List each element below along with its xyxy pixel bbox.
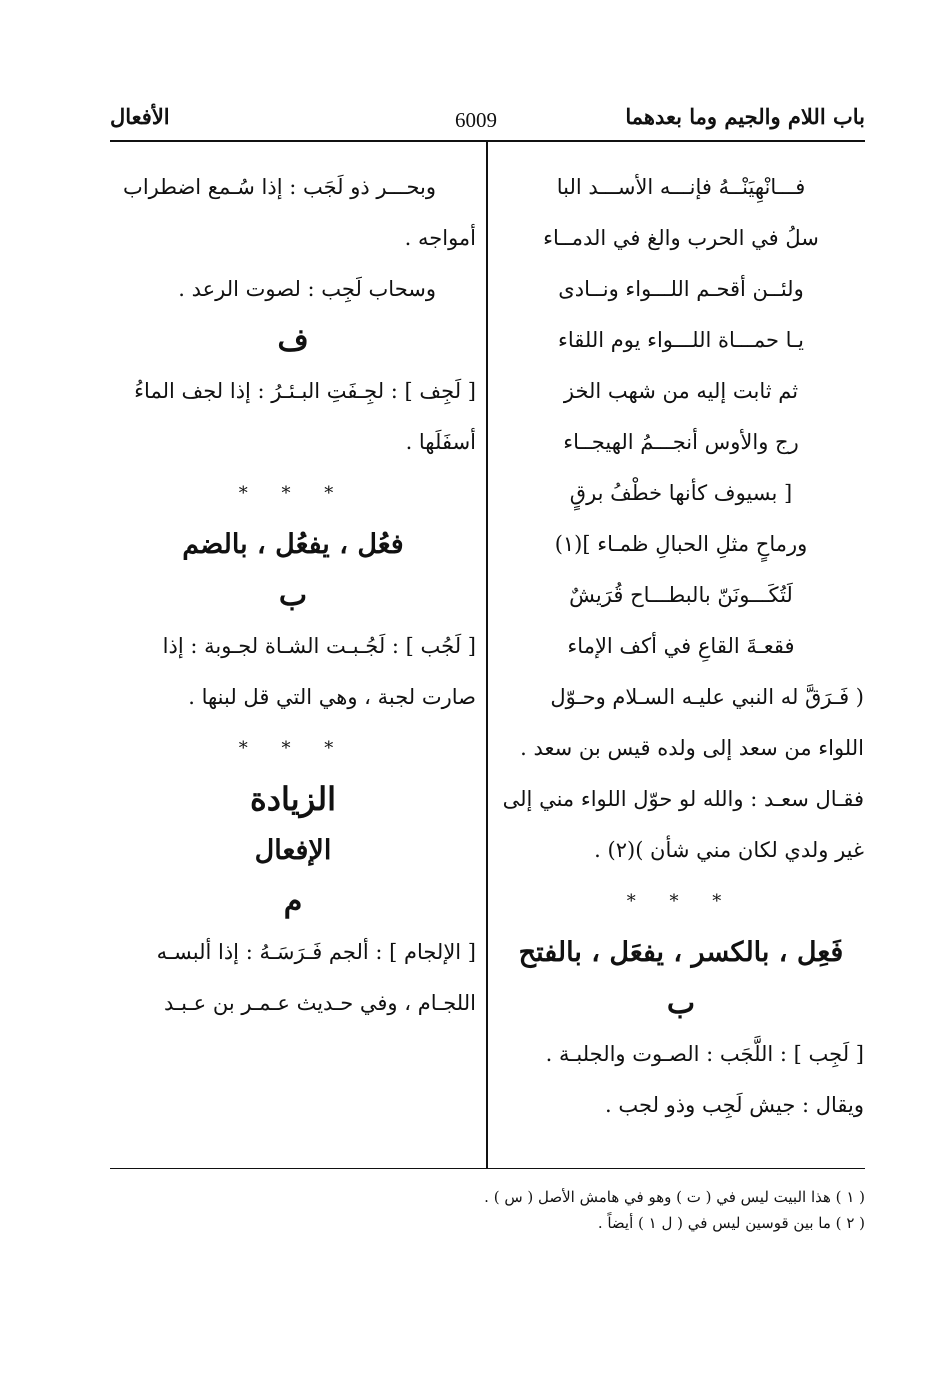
footnote: ( ٢ ) ما بين قوسين ليس في ( ل ١ ) أيضاً . bbox=[597, 1214, 865, 1232]
page-number: 6009 bbox=[455, 108, 497, 132]
letter-heading: ف bbox=[277, 323, 309, 358]
text-line: [ لَجِف ] : لجِـفَتِ البـئـرُ : إذا لجف الماءُ bbox=[134, 379, 476, 403]
text-line: [ لَجُب ] : لَجُـبـت الشـاة لجـوبة : إذا bbox=[162, 634, 476, 658]
text-line: ( فَـرَقَّ له النبي عليـه السـلام وحـوّل bbox=[550, 685, 864, 709]
text-line: فقـال سعـد : والله لو حوّل اللواء مني إلى bbox=[502, 787, 864, 811]
text-line: اللجـام ، وفي حـديث عـمـر بن عـبـد bbox=[163, 991, 476, 1015]
text-line: غير ولدي لكان مني شأن )(٢) . bbox=[594, 838, 864, 862]
text-line: لَتُكَـــونَنّ بالبطـــاح قُرَيشٌ bbox=[569, 583, 793, 607]
text-line: أسفَلَها . bbox=[405, 430, 476, 454]
letter-heading: ب bbox=[278, 578, 308, 613]
text-line: [ بسيوف كأنها خطْفُ برقٍ bbox=[569, 481, 793, 505]
chapter-title: باب اللام والجيم وما بعدهما bbox=[625, 104, 865, 129]
text-line: ولئــن أقحـم اللـــواء ونــادى bbox=[558, 277, 804, 301]
footnote-rule bbox=[110, 1168, 865, 1169]
text-line: يـا حمـــاة اللـــواء يوم اللقاء bbox=[557, 328, 805, 352]
letter-heading: م bbox=[283, 884, 303, 919]
footnote: ( ١ ) هذا البيت ليس في ( ت ) وهو في هامش الأصل ( س ) . bbox=[484, 1188, 865, 1206]
text-line: أمواجه . bbox=[404, 226, 476, 250]
section-separator: * * * bbox=[238, 738, 348, 759]
footnotes bbox=[110, 1184, 865, 1236]
left-column bbox=[110, 162, 476, 1029]
entry-heading: الزيادة bbox=[250, 780, 336, 818]
section-separator: * * * bbox=[238, 483, 348, 504]
section-separator: * * * bbox=[626, 891, 736, 912]
text-line: وبحـــر ذو لَجَب : إذا سُـمع اضطراب bbox=[123, 175, 436, 199]
text-line: صارت لجبة ، وهي التي قل لبنها . bbox=[188, 685, 476, 709]
entry-heading: فَعِل ، بالكسر ، يفعَل ، بالفتح bbox=[518, 937, 844, 968]
text-line: رج والأوس أنجـــمُ الهيجــاء bbox=[563, 430, 799, 454]
text-line: وسحاب لَجِب : لصوت الرعد . bbox=[178, 277, 436, 301]
column-divider bbox=[486, 142, 488, 1168]
text-line: فـــانْهِيَنْــهُ فإنـــه الأســـد البا bbox=[556, 175, 806, 199]
text-line: اللواء من سعد إلى ولده قيس بن سعد . bbox=[520, 736, 864, 760]
section-title: الأفعال bbox=[110, 104, 170, 129]
right-column bbox=[498, 162, 864, 1131]
text-line: فقعـةَ القاعِ في أكف الإماء bbox=[567, 634, 795, 658]
text-line: سلُ في الحرب والغ في الدمــاء bbox=[543, 226, 819, 250]
text-line: ويقال : جيش لَجِب وذو لجب . bbox=[605, 1093, 864, 1117]
text-line: [ لَجِب ] : اللَّجَب : الصـوت والجلبـة . bbox=[545, 1042, 864, 1066]
page-header bbox=[110, 104, 865, 144]
entry-heading: فعُل ، يفعُل ، بالضم bbox=[182, 529, 404, 560]
text-line: ثم ثابت إليه من شهب الخز bbox=[563, 379, 799, 403]
text-line: ورماحٍ مثلِ الحبالِ ظمـاء ](١) bbox=[554, 532, 808, 556]
text-line: [ الإلجام ] : ألجم فَـرَسَـهُ : إذا ألبسـه bbox=[156, 940, 476, 964]
entry-heading: الإفعال bbox=[254, 835, 332, 866]
letter-heading: ب bbox=[666, 986, 696, 1021]
